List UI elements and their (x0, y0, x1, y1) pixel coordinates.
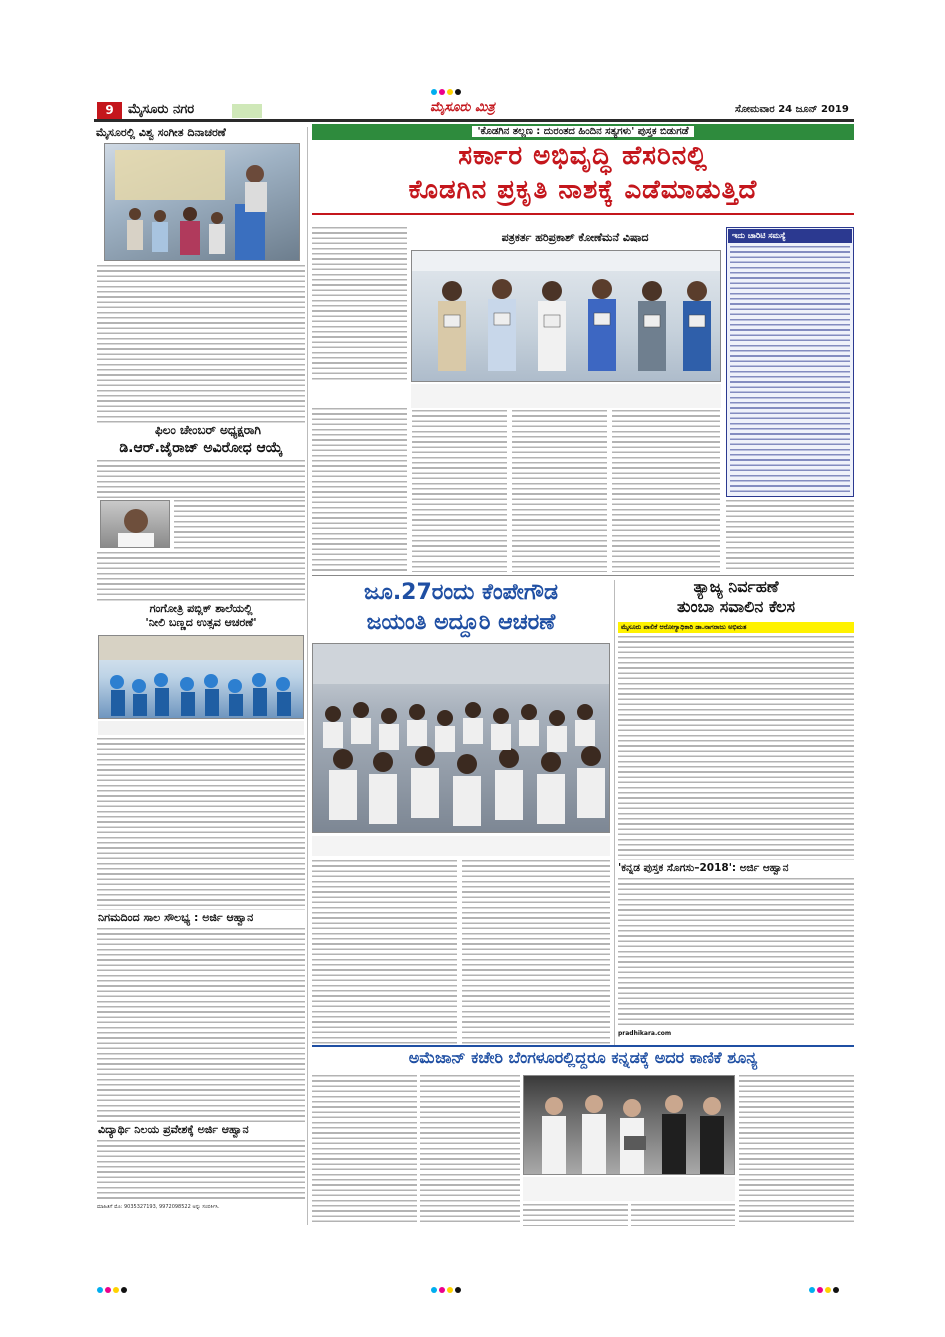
registration-marks-left (96, 1278, 128, 1297)
column-rule-mid (614, 580, 615, 1045)
left-story4-title: ನಿಗಮದಿಂದ ಸಾಲ ಸೌಲಭ್ಯ : ಅರ್ಜಿ ಆಹ್ವಾನ (98, 911, 254, 924)
lead-body-col2 (412, 410, 507, 572)
lead-subhead: ಪತ್ರಕರ್ತ ಹರಿಪ್ರಕಾಶ್ ಕೋಣೆಮನೆ ವಿಷಾದ (501, 231, 649, 244)
kempegowda-caption (312, 836, 610, 856)
masthead-accent (232, 104, 262, 118)
blue-festival-caption (98, 721, 304, 735)
book-release-photo (411, 250, 721, 382)
left-story2-title-1: ಫಿಲಂ ಚೇಂಬರ್ ಅಧ್ಯಕ್ಷರಾಗಿ (155, 423, 261, 437)
lead-body-col4 (612, 410, 720, 572)
left-story2-title-2: ಡಿ.ಆರ್.ಜೈರಾಜ್ ಅವಿರೋಧ ಆಯ್ಕೆ (119, 440, 283, 456)
left-story3-title-2: 'ನೀಲಿ ಬಣ್ಣದ ಉತ್ಸವ ಆಚರಣೆ' (145, 616, 257, 629)
issue-date: ಸೋಮವಾರ 24 ಜೂನ್ 2019 (735, 104, 849, 115)
right-story2-title: 'ಕನ್ನಡ ಪುಸ್ತಕ ಸೊಗಸು–2018': ಅರ್ಜಿ ಆಹ್ವಾನ (618, 862, 789, 874)
left-story1-title: ಮೈಸೂರಲ್ಲಿ ವಿಶ್ವ ಸಂಗೀತ ದಿನಾಚರಣೆ (96, 126, 226, 139)
column-rule-left (307, 127, 308, 1225)
lead-kicker (312, 124, 854, 140)
left-story5-contact: ಮಾಹಿತಿಗೆ ಮೊ: 9035327193, 9972098522 ಅನ್ನು ಸಂಪರ್ಕಿಸಿ. (97, 1204, 220, 1210)
right-subhead: ಮೈಸೂರು ಪಾಲಿಕೆ ಆರೋಗ್ಯಾಧಿಕಾರಿ ಡಾ.ನಾಗರಾಜು ಅಭಿಮತ (618, 622, 854, 633)
page-number-text: 9 (105, 103, 114, 117)
amazon-event-photo (523, 1075, 735, 1175)
music-day-photo (104, 143, 300, 261)
mid-body-col1 (312, 860, 457, 1045)
mid-body-col2 (462, 860, 610, 1045)
left-story3-title-1: ಗಂಗೋತ್ರಿ ಪಬ್ಲಿಕ್ ಶಾಲೆಯಲ್ಲಿ (149, 602, 253, 615)
right-web-line: pradhikara.com (618, 1030, 672, 1037)
lead-body-col5 (726, 500, 854, 572)
lead-intro-body (312, 227, 407, 382)
lead-sidebar-label: ಇದು ಚಾರಿಟಿ ಸಮಸ್ಯೆ (728, 229, 852, 243)
bottom-body-col3 (523, 1204, 628, 1226)
paper-logo: ಮೈಸೂರು ಮಿತ್ರ (430, 100, 495, 115)
left-story5-body (97, 1140, 305, 1202)
lead-kicker-text: 'ಕೊಡಗಿನ ತಲ್ಲಣ : ದುರಂತದ ಹಿಂದಿನ ಸತ್ಯಗಳು' ಪುಸ್ತಕ ಬಿಡುಗಡೆ (472, 126, 695, 137)
blue-festival-photo (98, 635, 304, 719)
left-story2-body-b (174, 500, 305, 550)
lead-headline-rule (312, 213, 854, 215)
left-story2-body-c (97, 552, 305, 602)
bottom-headline: ಅಮೆಜಾನ್ ಕಚೇರಿ ಬೆಂಗಳೂರಲ್ಲಿದ್ದರೂ ಕನ್ನಡಕ್ಕೆ ಅದರ ಕಾಣಿಕೆ ಶೂನ್ಯ (408, 1048, 758, 1067)
lead-sidebar-body (730, 246, 850, 492)
left-story1-body (97, 265, 305, 423)
left-story3-body (97, 738, 305, 910)
lead-body-col3 (512, 410, 607, 572)
right-headline-1: ತ್ಯಾಜ್ಯ ನಿರ್ವಹಣೆ (693, 577, 779, 596)
lead-headline-2: ಕೊಡಗಿನ ಪ್ರಕೃತಿ ನಾಶಕ್ಕೆ ಎಡೆಮಾಡುತ್ತಿದೆ (408, 175, 758, 205)
bottom-body-col2 (420, 1075, 520, 1225)
mid-headline-1: ಜೂ.27ರಂದು ಕೆಂಪೇಗೌಡ (364, 580, 558, 605)
bottom-body-col4 (631, 1204, 735, 1226)
page-number (97, 102, 122, 119)
section-name: ಮೈಸೂರು ನಗರ (128, 102, 195, 117)
right-story2-body (618, 878, 854, 1028)
lead-headline-1: ಸರ್ಕಾರ ಅಭಿವೃದ್ಧಿ ಹೆಸರಿನಲ್ಲಿ (458, 141, 708, 171)
book-release-caption (411, 384, 721, 408)
mid-headline-2: ಜಯಂತಿ ಅದ್ದೂರಿ ಆಚರಣೆ (366, 610, 556, 635)
lead-body-col1 (312, 408, 407, 572)
bottom-body-col1 (312, 1075, 417, 1225)
kempegowda-meeting-photo (312, 643, 610, 833)
registration-marks-right (808, 1278, 840, 1297)
amazon-event-caption (523, 1177, 735, 1201)
left-story4-body (97, 928, 305, 1122)
left-story5-title: ವಿದ್ಯಾರ್ಥಿ ನಿಲಯ ಪ್ರವೇಶಕ್ಕೆ ಅರ್ಜಿ ಆಹ್ವಾನ (98, 1123, 249, 1136)
right-headline-2: ತುಂಬಾ ಸವಾಲಿನ ಕೆಲಸ (676, 597, 796, 616)
jairaj-portrait (100, 500, 170, 548)
registration-marks-top (430, 80, 462, 99)
bottom-top-rule (312, 1045, 854, 1047)
registration-marks-bottom (430, 1278, 462, 1297)
bottom-body-col5 (739, 1075, 854, 1225)
right-body (618, 636, 854, 860)
left-story2-body-a (97, 460, 305, 500)
lead-bottom-rule (312, 575, 854, 576)
